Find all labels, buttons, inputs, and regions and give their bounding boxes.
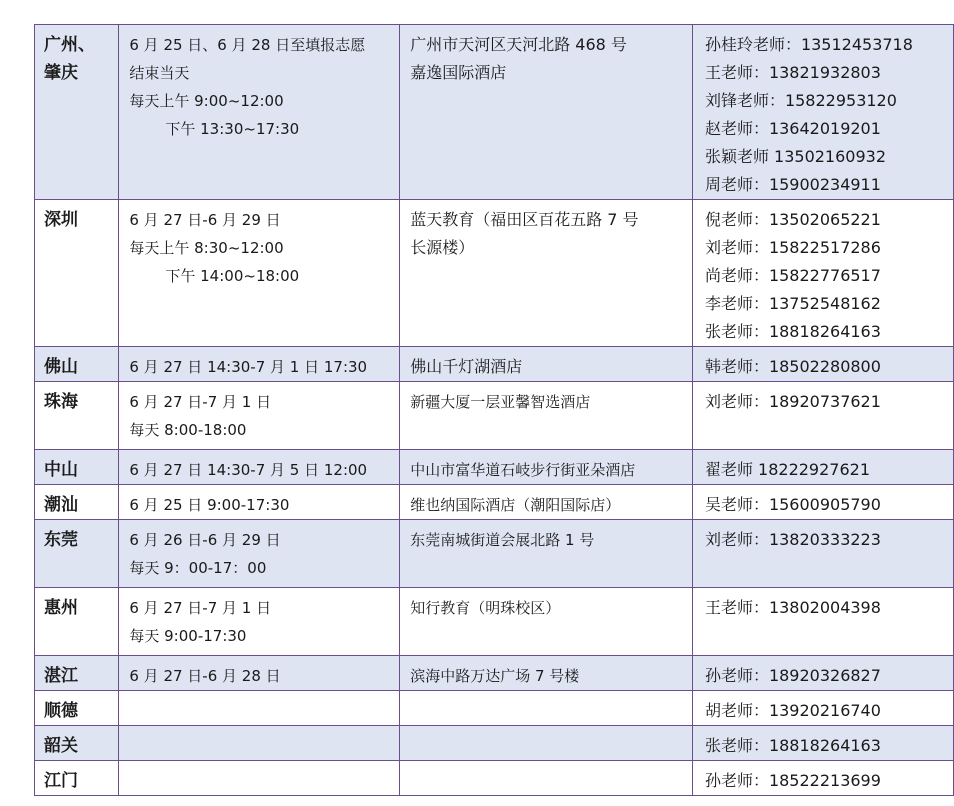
address-cell [400,382,693,450]
address-line: 维也纳国际酒店（潮阳国际店） [410,496,621,514]
time-cell [119,382,400,450]
city-name: 深圳 [44,210,78,230]
city-cell [35,761,119,796]
address-line: 东莞南城街道会展北路 1 号 [410,531,595,549]
city-cell [35,485,119,520]
city-name: 中山 [44,460,78,480]
time-cell [119,200,400,347]
contact-cell [692,761,953,796]
contact-line: 吴老师：15600905790 [704,495,881,514]
city-name: 潮汕 [44,495,78,515]
time-line: 每天上午 9:00~12:00 [129,92,284,110]
city-cell [35,726,119,761]
time-line: 下午 13:30~17:30 [165,120,300,138]
contact-line: 张老师：18818264163 [704,322,881,341]
city-cell [35,25,119,200]
time-cell [119,450,400,485]
time-line: 6 月 27 日-7 月 1 日 [129,599,272,617]
contact-line: 孙老师：18920326827 [704,666,881,685]
contact-line: 刘老师：18920737621 [704,392,881,411]
contact-line: 赵老师：13642019201 [704,119,881,138]
time-cell [119,25,400,200]
office-table [34,24,954,796]
contact-cell [692,726,953,761]
time-cell [119,347,400,382]
contact-line: 孙桂玲老师：13512453718 [704,35,913,54]
contact-cell [692,588,953,656]
contact-cell [692,485,953,520]
contact-cell [692,450,953,485]
contact-line: 胡老师：13920216740 [704,701,881,720]
address-cell [400,726,693,761]
time-cell [119,726,400,761]
table-row [35,761,954,796]
time-cell [119,691,400,726]
table-row [35,520,954,588]
contact-cell [692,200,953,347]
table-row [35,450,954,485]
time-line: 6 月 26 日-6 月 29 日 [129,531,281,549]
table-row [35,691,954,726]
table-row [35,382,954,450]
address-cell [400,200,693,347]
address-line: 滨海中路万达广场 7 号楼 [410,667,580,685]
time-cell [119,761,400,796]
address-cell [400,691,693,726]
table-row [35,485,954,520]
contact-cell [692,691,953,726]
contact-line: 刘锋老师：15822953120 [704,91,897,110]
table-row [35,200,954,347]
time-line: 6 月 27 日 14:30-7 月 5 日 12:00 [129,461,368,479]
time-line: 6 月 27 日-6 月 28 日 [129,667,281,685]
time-line: 每天 8:00-18:00 [129,421,247,439]
time-line: 每天 9：00-17：00 [129,559,267,577]
city-cell [35,382,119,450]
contact-line: 李老师：13752548162 [704,294,881,313]
address-cell [400,485,693,520]
table-row [35,25,954,200]
contact-cell [692,25,953,200]
time-line: 每天 9:00-17:30 [129,627,247,645]
time-line: 6 月 25 日、6 月 28 日至填报志愿 [129,36,366,54]
address-line: 蓝天教育（福田区百花五路 7 号 [410,210,639,229]
table-row [35,588,954,656]
address-line: 佛山千灯湖酒店 [410,357,523,376]
contact-line: 张颖老师 13502160932 [704,147,887,166]
time-line: 6 月 25 日 9:00-17:30 [129,496,290,514]
address-line: 嘉逸国际酒店 [410,63,507,82]
contact-line: 周老师：15900234911 [704,175,881,194]
address-line: 中山市富华道石岐步行街亚朵酒店 [410,461,636,479]
city-cell [35,200,119,347]
time-line: 6 月 27 日-7 月 1 日 [129,393,272,411]
city-name: 惠州 [44,598,78,618]
address-line: 广州市天河区天河北路 468 号 [410,35,627,54]
contact-line: 王老师：13821932803 [704,63,881,82]
time-cell [119,485,400,520]
time-cell [119,588,400,656]
address-cell [400,588,693,656]
time-line: 下午 14:00~18:00 [165,267,300,285]
time-line: 结束当天 [129,64,190,82]
address-line: 长源楼） [410,238,475,257]
city-name: 江门 [44,771,78,791]
city-name: 湛江 [44,666,78,686]
table-row [35,726,954,761]
address-line: 知行教育（明珠校区） [410,599,561,617]
city-name: 佛山 [44,357,78,377]
city-name: 顺德 [44,701,78,721]
time-line: 6 月 27 日 14:30-7 月 1 日 17:30 [129,358,368,376]
address-cell [400,761,693,796]
contact-line: 倪老师：13502065221 [704,210,881,229]
contact-cell [692,656,953,691]
table-row [35,347,954,382]
address-line: 新疆大厦一层亚馨智选酒店 [410,393,591,411]
time-line: 每天上午 8:30~12:00 [129,239,284,257]
city-cell [35,588,119,656]
time-cell [119,656,400,691]
time-cell [119,520,400,588]
contact-line: 孙老师：18522213699 [704,771,881,790]
city-name: 东莞 [44,530,78,550]
contact-cell [692,347,953,382]
contact-line: 韩老师：18502280800 [704,357,881,376]
city-name: 珠海 [44,392,78,412]
city-cell [35,450,119,485]
contact-line: 王老师：13802004398 [704,598,881,617]
city-cell [35,691,119,726]
contact-line: 翟老师 18222927621 [704,460,871,479]
time-line: 6 月 27 日-6 月 29 日 [129,211,281,229]
contact-line: 刘老师：15822517286 [704,238,881,257]
contact-line: 刘老师：13820333223 [704,530,881,549]
table-row [35,656,954,691]
city-cell [35,520,119,588]
contact-line: 尚老师：15822776517 [704,266,881,285]
address-cell [400,347,693,382]
city-cell [35,656,119,691]
address-cell [400,25,693,200]
contact-cell [692,382,953,450]
city-cell [35,347,119,382]
address-cell [400,520,693,588]
address-cell [400,656,693,691]
address-cell [400,450,693,485]
city-name: 广州、肇庆 [44,35,95,83]
city-name: 韶关 [44,736,78,756]
contact-line: 张老师：18818264163 [704,736,881,755]
office-table-body [35,25,954,796]
contact-cell [692,520,953,588]
